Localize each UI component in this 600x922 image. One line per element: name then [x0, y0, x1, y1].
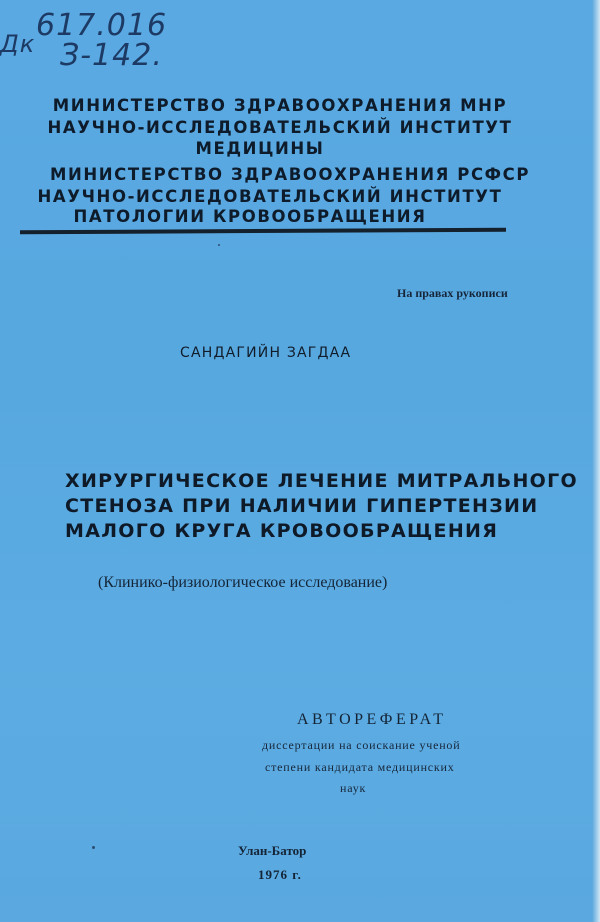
- publication-city: Улан-Батор: [238, 843, 307, 858]
- catalog-number: 617.016: [36, 8, 168, 43]
- document-type: АВТОРЕФЕРАТ: [297, 711, 447, 728]
- institution-line-6: ПАТОЛОГИИ КРОВООБРАЩЕНИЯ: [73, 207, 427, 226]
- title-line-2: СТЕНОЗА ПРИ НАЛИЧИИ ГИПЕРТЕНЗИИ: [65, 495, 539, 517]
- rights-note: На правах рукописи: [397, 286, 508, 300]
- institution-line-1: МИНИСТЕРСТВО ЗДРАВООХРАНЕНИЯ МНР: [52, 96, 508, 115]
- page-edge: [592, 0, 600, 922]
- catalog-code: З-142.: [60, 38, 163, 73]
- dissertation-line-3: наук: [340, 781, 367, 795]
- dissertation-line-2: степени кандидата медицинских: [265, 760, 455, 774]
- institution-line-2: НАУЧНО-ИССЛЕДОВАТЕЛЬСКИЙ ИНСТИТУТ: [47, 118, 513, 137]
- title-line-3: МАЛОГО КРУГА КРОВООБРАЩЕНИЯ: [65, 520, 499, 542]
- subtitle: (Клинико-физиологическое исследование): [98, 574, 388, 591]
- institution-line-3: МЕДИЦИНЫ: [195, 139, 325, 158]
- author-name: САНДАГИЙН ЗАГДАА: [180, 345, 352, 361]
- paper-speck: [218, 244, 220, 246]
- paper-speck: [92, 846, 95, 849]
- publication-year: 1976 г.: [258, 867, 302, 882]
- institution-line-4: МИНИСТЕРСТВО ЗДРАВООХРАНЕНИЯ РСФСР: [49, 165, 531, 184]
- title-line-1: ХИРУРГИЧЕСКОЕ ЛЕЧЕНИЕ МИТРАЛЬНОГО: [65, 470, 578, 492]
- catalog-prefix: Дк: [0, 30, 36, 58]
- dissertation-line-1: диссертации на соискание ученой: [262, 738, 461, 752]
- institution-line-5: НАУЧНО-ИССЛЕДОВАТЕЛЬСКИЙ ИНСТИТУТ: [37, 187, 503, 206]
